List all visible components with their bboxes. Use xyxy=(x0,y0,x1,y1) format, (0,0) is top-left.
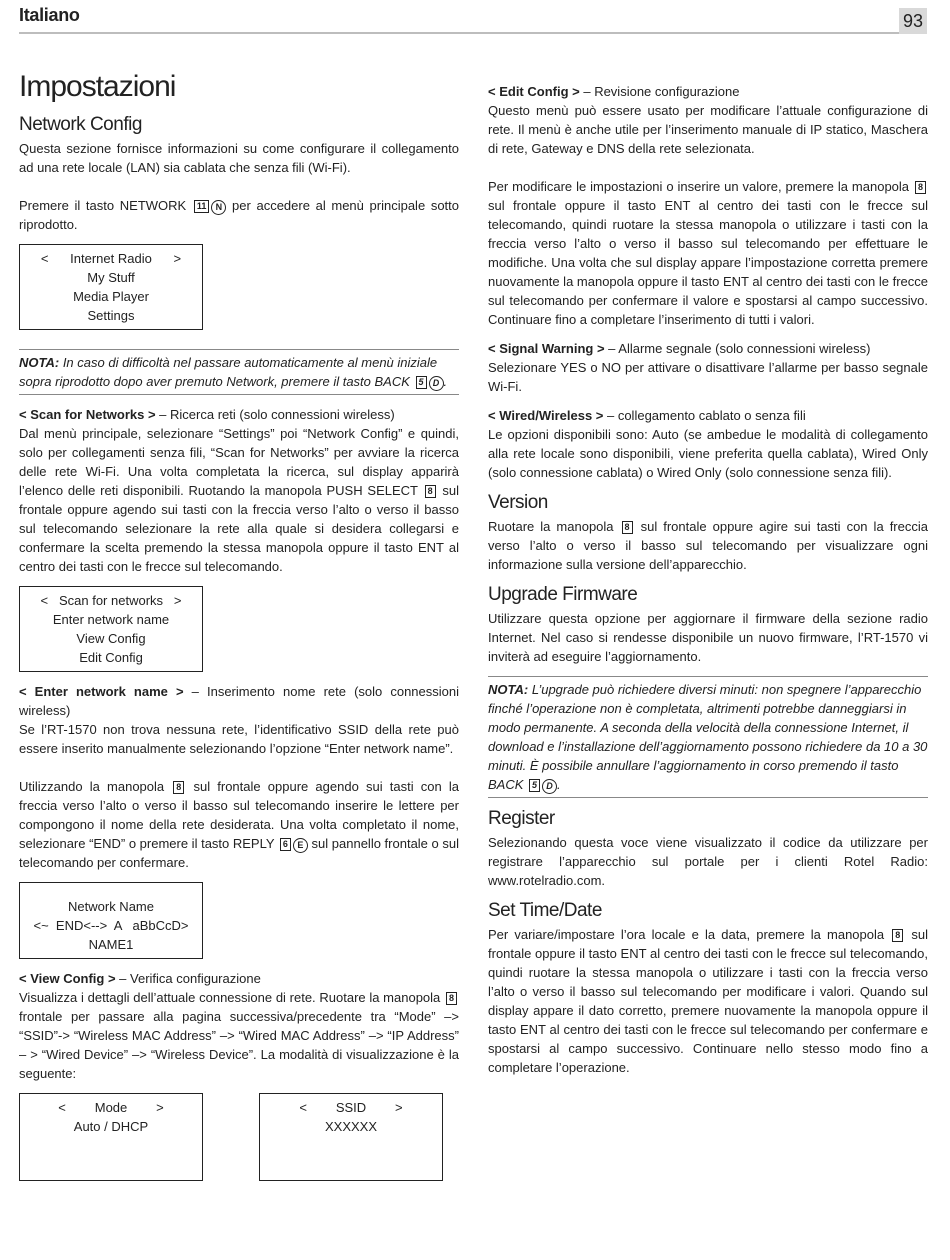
time-date-body: Per variare/impostare l’ora locale e la data, premere la manopola 8 sul frontale oppure il tasto ENT al centro dei tasti con le frecce sul telecomando, quindi ruotare la stessa manopola o utilizzare i tasti con la freccia verso l’alto o verso il basso sul telecomando per modificare i valori. Quando sul display appare il dato corretto, premere nuovamente la manopola oppure il tasto ENT al centro dei tasti con le frecce sul telecomando per confermare e spostarsi al campo successivo. Continuare nello stesso modo fino a completare l’operazione. xyxy=(488,927,928,1075)
menu-box-mode: < Mode > Auto / DHCP xyxy=(19,1093,203,1181)
key-icon: 8 xyxy=(425,485,436,498)
network-press-text: Premere il tasto NETWORK 11 N per accedere al menù principale sotto riprodotto. xyxy=(19,198,460,232)
upgrade-heading: Upgrade Firmware xyxy=(488,584,638,605)
scan-networks-body: Dal menù principale, selezionare “Settings” poi “Network Config” e quindi, solo per collegamenti senza fili, “Scan for Networks” per avviare la ricerca delle rete Wi-Fi. Una volta completata la ricerca, sul display apparirà l’elenco delle reti disponibili. Ruotando la manopola PUSH SELECT 8 sul frontale oppure agendo sui tasti con la freccia verso l’alto o verso il basso sul telecomando selezionare la rete alla quale si desidera collegarsi e confermare la scelta premendo la stessa manopola oppure il tasto ENT al centro dei tasti con le frecce sul telecomando. xyxy=(19,426,459,574)
page-title: Impostazioni xyxy=(19,70,176,103)
key-icon: 11 xyxy=(194,200,210,213)
version-body: Ruotare la manopola 8 sul frontale oppure agire sui tasti con la freccia verso l’alto o verso il basso sul telecomando per visualizzare ogni informazione sulla versione dell’apparecchio. xyxy=(488,519,928,572)
key-icon: 5 xyxy=(529,779,540,792)
version-heading: Version xyxy=(488,492,548,513)
register-body: Selezionando questa voce viene visualizzato il codice da utilizzare per registrare l’apparecchio sul portale per i clienti Rotel Radio: www.rotelradio.com. xyxy=(488,835,928,888)
menu-box-scan: < Scan for networks > Enter network name View Config Edit Config xyxy=(19,586,203,672)
key-icon: 8 xyxy=(892,929,903,942)
register-heading: Register xyxy=(488,808,555,829)
wired-wireless-body: Le opzioni disponibili sono: Auto (se ambedue le modalità di collegamento alla rete locale sono disponibili, viene preferita quella cablata), Wired Only (solo connessione cablata) o Wired Only (solo connessione senza fili). xyxy=(488,427,928,480)
enter-name-body2: Utilizzando la manopola 8 sul frontale oppure agendo sui tasti con la freccia verso l’alto o verso il basso sul telecomando inserire le lettere per compongono il nome della rete desiderata. Una volta completato il nome, selezionare “END” o premere il tasto REPLY 6 E sul pannello frontale o sul telecomando per confermare. xyxy=(19,779,459,870)
key-icon: 8 xyxy=(446,992,457,1005)
network-config-heading: Network Config xyxy=(19,114,142,135)
edit-config-section: < Edit Config > – Revisione configurazione xyxy=(488,84,740,99)
signal-warning-body: Selezionare YES o NO per attivare o disattivare l’allarme per basso segnale Wi-Fi. xyxy=(488,360,928,394)
left-column xyxy=(19,70,459,1181)
key-icon: 6 xyxy=(280,838,291,851)
network-config-intro: Questa sezione fornisce informazioni su come configurare il collegamento ad una rete locale (LAN) sia cablata che senza fili (Wi-Fi). xyxy=(19,141,459,175)
upgrade-body: Utilizzare questa opzione per aggiornare il firmware della sezione radio Internet. Nel caso si rendesse disponibile un nuovo firmware, l’RT-1570 vi inviterà ad eseguire l’aggiornamento. xyxy=(488,611,928,664)
note-upgrade: NOTA: L’upgrade può richiedere diversi minuti: non spegnere l’apparecchio finché l’operazione non è completata, altrimenti potrebbe danneggiarsi in modo permanente. A seconda della velocità della connessione Internet, il download e l’installazione dell’aggiornamento possono richiedere da 10 a 30 minuti. È possibile annullare l’aggiornamento in corso premendo il tasto BACK 5 D . xyxy=(488,676,928,798)
view-config-body: Visualizza i dettagli dell’attuale connessione di rete. Ruotare la manopola 8 frontale per passare alla pagina successiva/precedente tra “Mode” –> “SSID”-> “Wireless MAC Address” –> “Wired MAC Address” –> “IP Address” – > “Wired Device” –> “Wireless Device”. La modalità di visualizzazione è la seguente: xyxy=(19,990,459,1081)
page-header xyxy=(19,4,927,34)
signal-warning-section: < Signal Warning > – Allarme segnale (solo connessioni wireless) xyxy=(488,341,871,356)
edit-config-body1: Questo menù può essere usato per modificare l’attuale configurazione di rete. Il menù è anche utile per l’inserimento manuale di IP statico, Maschera di rete, Gateway e DNS della rete selezionata. xyxy=(488,103,928,156)
time-date-heading: Set Time/Date xyxy=(488,900,602,921)
wired-wireless-section: < Wired/Wireless > – collegamento cablato o senza fili xyxy=(488,408,806,423)
note-network: NOTA: In caso di difficoltà nel passare automaticamente al menù iniziale sopra riprodotto dopo aver premuto Network, premere il tasto BACK 5 D . xyxy=(19,349,459,395)
view-config-section: < View Config > – Verifica configurazione xyxy=(19,971,261,986)
right-column xyxy=(488,82,928,1077)
menu-box-main: < Internet Radio > My Stuff Media Player Settings xyxy=(19,244,203,330)
key-icon: 8 xyxy=(915,181,926,194)
enter-name-body1: Se l’RT-1570 non trova nessuna rete, l’identificativo SSID della rete può essere inserito manualmente selezionando l’opzione “Enter network name”. xyxy=(19,722,459,756)
key-icon: 5 xyxy=(416,376,427,389)
edit-config-body2: Per modificare le impostazioni o inserire un valore, premere la manopola 8 sul frontale oppure il tasto ENT al centro dei tasti con le frecce sul telecomando, quindi ruotare la stessa manopola o utilizzare i tasti con la freccia verso l’alto o verso il basso sul telecomando per effettuare le modifiche. Una volta che sul display appare l’impostazione corretta premere nuovamente la manopola oppure il tasto ENT al centro dei tasti con le frecce sul telecomando per confermare il valore e spostarsi al campo successivo. Continuare fino a completare l’inserimento di tutti i valori. xyxy=(488,179,928,327)
key-circle-icon: D xyxy=(542,779,557,794)
page-number: 93 xyxy=(899,8,927,34)
menu-box-network-name: Network Name <~ END<--> A aBbCcD> NAME1 xyxy=(19,882,203,959)
menu-box-ssid: < SSID > XXXXXX xyxy=(259,1093,443,1181)
key-icon: 8 xyxy=(622,521,633,534)
key-icon: 8 xyxy=(173,781,184,794)
key-circle-icon: N xyxy=(211,200,226,215)
enter-name-section: < Enter network name > – Inserimento nome rete (solo connessioni wireless) xyxy=(19,684,460,718)
language-label: Italiano xyxy=(19,5,80,25)
key-circle-icon: D xyxy=(429,376,444,391)
scan-networks-section: < Scan for Networks > – Ricerca reti (solo connessioni wireless) xyxy=(19,407,395,422)
key-circle-icon: E xyxy=(293,838,308,853)
